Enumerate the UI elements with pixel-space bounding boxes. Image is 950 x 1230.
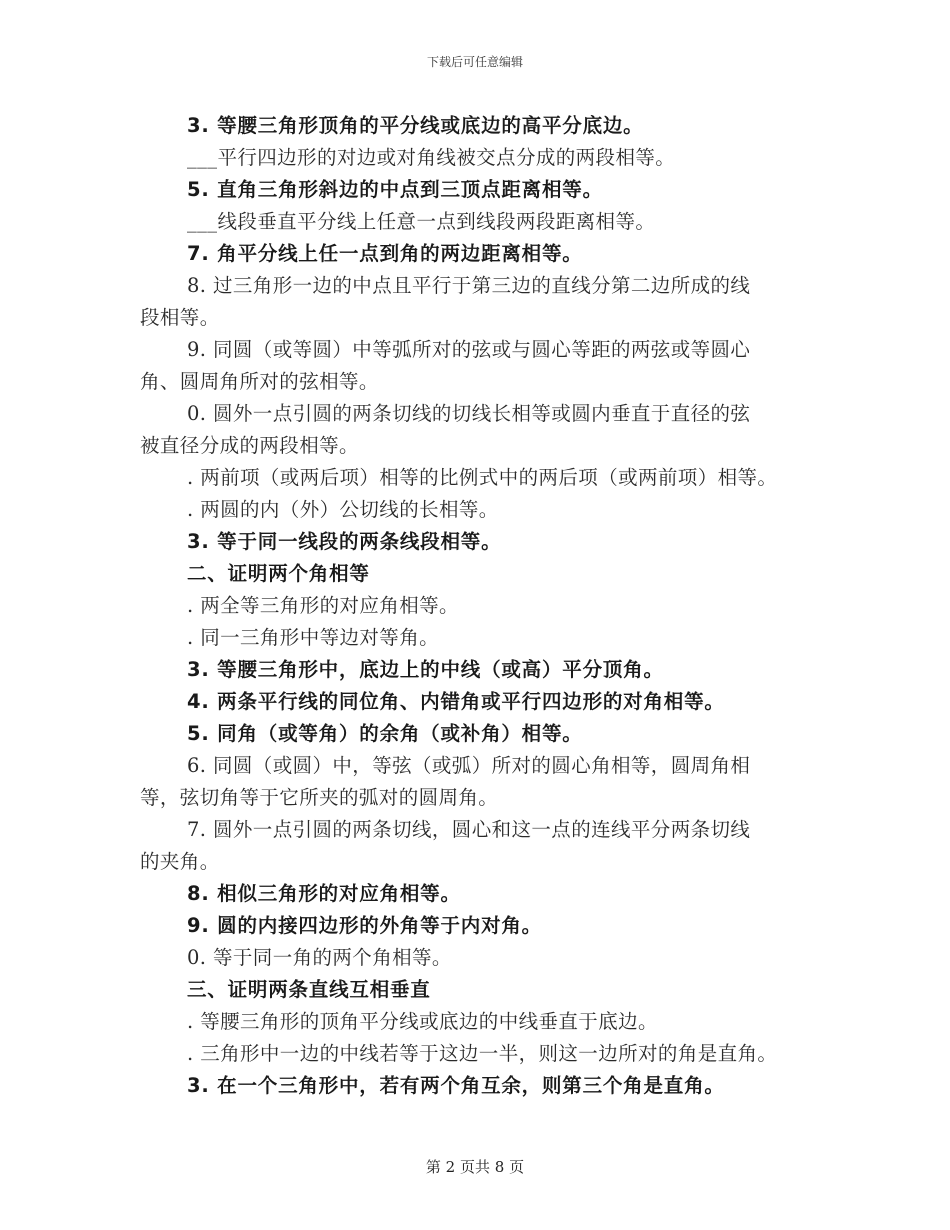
- text-line: 8. 过三角形一边的中点且平行于第三边的直线分第二边所成的线: [187, 274, 751, 297]
- text-line: 6. 同圆（或圆）中，等弦（或弧）所对的圆心角相等，圆周角相: [187, 754, 751, 777]
- text-line: . 两全等三角形的对应角相等。: [187, 594, 459, 617]
- page-footer: 第 2 页共 8 页: [425, 1158, 525, 1176]
- text-line: 段相等。: [140, 306, 220, 329]
- bold-text-line: 9. 圆的内接四边形的外角等于内对角。: [187, 914, 542, 937]
- bold-text-line: 二、证明两个角相等: [187, 562, 370, 585]
- bold-text-line: 5. 直角三角形斜边的中点到三顶点距离相等。: [187, 178, 603, 201]
- bold-text-line: 7. 角平分线上任一点到角的两边距离相等。: [187, 242, 583, 265]
- text-line: . 两前项（或两后项）相等的比例式中的两后项（或两前项）相等。: [187, 466, 778, 489]
- text-line: . 等腰三角形的顶角平分线或底边的中线垂直于底边。: [187, 1010, 658, 1033]
- text-line: 0. 圆外一点引圆的两条切线的切线长相等或圆内垂直于直径的弦: [187, 402, 751, 425]
- text-line: ___平行四边形的对边或对角线被交点分成的两段相等。: [187, 146, 676, 169]
- bold-text-line: 3. 在一个三角形中，若有两个角互余，则第三个角是直角。: [187, 1074, 725, 1097]
- text-line: . 同一三角形中等边对等角。: [187, 626, 439, 649]
- bold-text-line: 4. 两条平行线的同位角、内错角或平行四边形的对角相等。: [187, 690, 725, 713]
- text-line: 的夹角。: [140, 850, 220, 873]
- text-line: . 两圆的内（外）公切线的长相等。: [187, 498, 499, 521]
- text-line: ___线段垂直平分线上任意一点到线段两段距离相等。: [187, 210, 656, 233]
- document-body: [140, 110, 830, 1102]
- bold-text-line: 三、证明两条直线互相垂直: [187, 978, 431, 1001]
- page-header: 下载后可任意编辑: [426, 55, 523, 69]
- text-line: 7. 圆外一点引圆的两条切线，圆心和这一点的连线平分两条切线: [187, 818, 751, 841]
- bold-text-line: 3. 等于同一线段的两条线段相等。: [187, 530, 502, 553]
- text-line: 被直径分成的两段相等。: [140, 434, 359, 457]
- bold-text-line: 3. 等腰三角形中，底边上的中线（或高）平分顶角。: [187, 658, 664, 681]
- text-line: . 三角形中一边的中线若等于这边一半，则这一边所对的角是直角。: [187, 1042, 778, 1065]
- bold-text-line: 5. 同角（或等角）的余角（或补角）相等。: [187, 722, 583, 745]
- bold-text-line: 8. 相似三角形的对应角相等。: [187, 882, 461, 905]
- text-line: 0. 等于同一角的两个角相等。: [187, 946, 452, 969]
- text-line: 等，弦切角等于它所夹的弧对的圆周角。: [140, 786, 499, 809]
- bold-text-line: 3. 等腰三角形顶角的平分线或底边的高平分底边。: [187, 114, 644, 137]
- text-line: 9. 同圆（或等圆）中等弧所对的弦或与圆心等距的两弦或等圆心: [187, 338, 751, 361]
- text-line: 角、圆周角所对的弦相等。: [140, 370, 379, 393]
